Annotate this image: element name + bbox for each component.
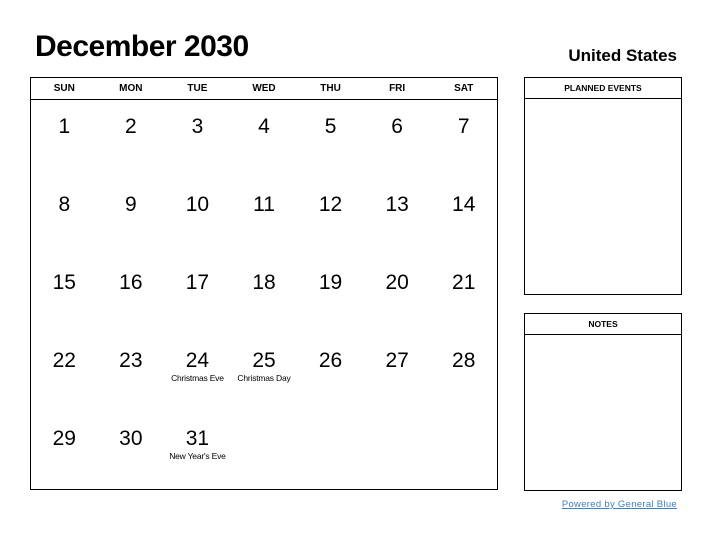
day-number: 2	[125, 115, 137, 138]
day-cell	[364, 100, 431, 178]
day-number: 29	[52, 427, 76, 450]
day-number: 21	[452, 271, 476, 294]
day-cell	[31, 412, 98, 490]
day-number: 23	[119, 349, 143, 372]
day-number: 3	[191, 115, 204, 138]
day-cell	[164, 178, 231, 256]
notes-panel	[524, 313, 682, 491]
day-number: 14	[452, 193, 476, 216]
day-cell	[297, 412, 364, 490]
day-cell	[231, 100, 298, 178]
page-title: December 2030	[35, 30, 249, 63]
day-number: 8	[58, 193, 71, 216]
day-cell	[297, 334, 364, 412]
day-cell	[98, 412, 165, 490]
powered-by-link[interactable]: Powered by General Blue	[561, 499, 677, 510]
day-number: 10	[185, 193, 210, 216]
day-cell	[297, 178, 364, 256]
weekday-thu: THU	[320, 83, 341, 94]
day-number: 5	[324, 115, 337, 138]
day-cell	[164, 256, 231, 334]
day-number: 30	[119, 427, 143, 450]
day-cell	[31, 178, 98, 256]
day-number: 26	[318, 349, 343, 372]
day-number: 4	[258, 115, 270, 138]
day-number: 18	[252, 271, 276, 294]
day-cell	[231, 178, 298, 256]
day-cell	[98, 178, 165, 256]
day-cell	[364, 412, 431, 490]
weekday-sun: SUN	[53, 83, 75, 94]
day-cell	[31, 334, 98, 412]
holiday-label: Christmas Day	[237, 373, 291, 383]
day-cell	[98, 334, 165, 412]
day-cell	[297, 256, 364, 334]
planned-events-heading: PLANNED EVENTS	[525, 78, 681, 99]
day-number: 28	[452, 349, 476, 372]
day-number: 11	[253, 193, 275, 216]
day-number: 22	[52, 349, 76, 372]
day-cell	[231, 334, 298, 412]
weekday-wed: WED	[252, 83, 276, 94]
weekday-header	[31, 78, 497, 100]
day-number: 25	[252, 349, 276, 372]
day-cell	[430, 256, 497, 334]
weekday-tue: TUE	[187, 83, 208, 94]
day-cell	[430, 100, 497, 178]
day-number: 20	[385, 271, 409, 294]
planned-events-panel	[524, 77, 682, 295]
day-number: 7	[457, 115, 470, 138]
weekday-sat: SAT	[454, 83, 474, 94]
day-number: 12	[318, 193, 343, 216]
day-cell	[364, 178, 431, 256]
day-number: 17	[185, 271, 210, 294]
day-cells	[31, 100, 497, 490]
weekday-fri: FRI	[389, 83, 406, 94]
day-cell	[31, 256, 98, 334]
notes-heading: NOTES	[525, 314, 681, 335]
day-cell	[31, 100, 98, 178]
day-number: 6	[391, 115, 403, 138]
day-number: 27	[385, 349, 409, 372]
day-cell	[164, 100, 231, 178]
day-number: 15	[52, 271, 76, 294]
country-label: United States	[568, 46, 677, 65]
day-cell	[297, 100, 364, 178]
calendar-grid	[30, 77, 498, 490]
day-number: 1	[58, 115, 71, 138]
day-cell	[231, 412, 298, 490]
day-cell	[164, 334, 231, 412]
day-cell	[364, 256, 431, 334]
day-cell	[231, 256, 298, 334]
day-number: 9	[125, 193, 137, 216]
day-cell	[364, 334, 431, 412]
day-cell	[430, 178, 497, 256]
day-number: 31	[185, 427, 210, 450]
day-cell	[430, 334, 497, 412]
day-cell	[98, 100, 165, 178]
day-number: 16	[119, 271, 143, 294]
day-number: 24	[185, 349, 210, 372]
holiday-label: New Year's Eve	[169, 451, 226, 461]
day-cell	[98, 256, 165, 334]
day-number: 13	[385, 193, 409, 216]
holiday-label: Christmas Eve	[171, 373, 224, 383]
day-number: 19	[318, 271, 343, 294]
day-cell	[430, 412, 497, 490]
weekday-mon: MON	[119, 83, 143, 94]
day-cell	[164, 412, 231, 490]
